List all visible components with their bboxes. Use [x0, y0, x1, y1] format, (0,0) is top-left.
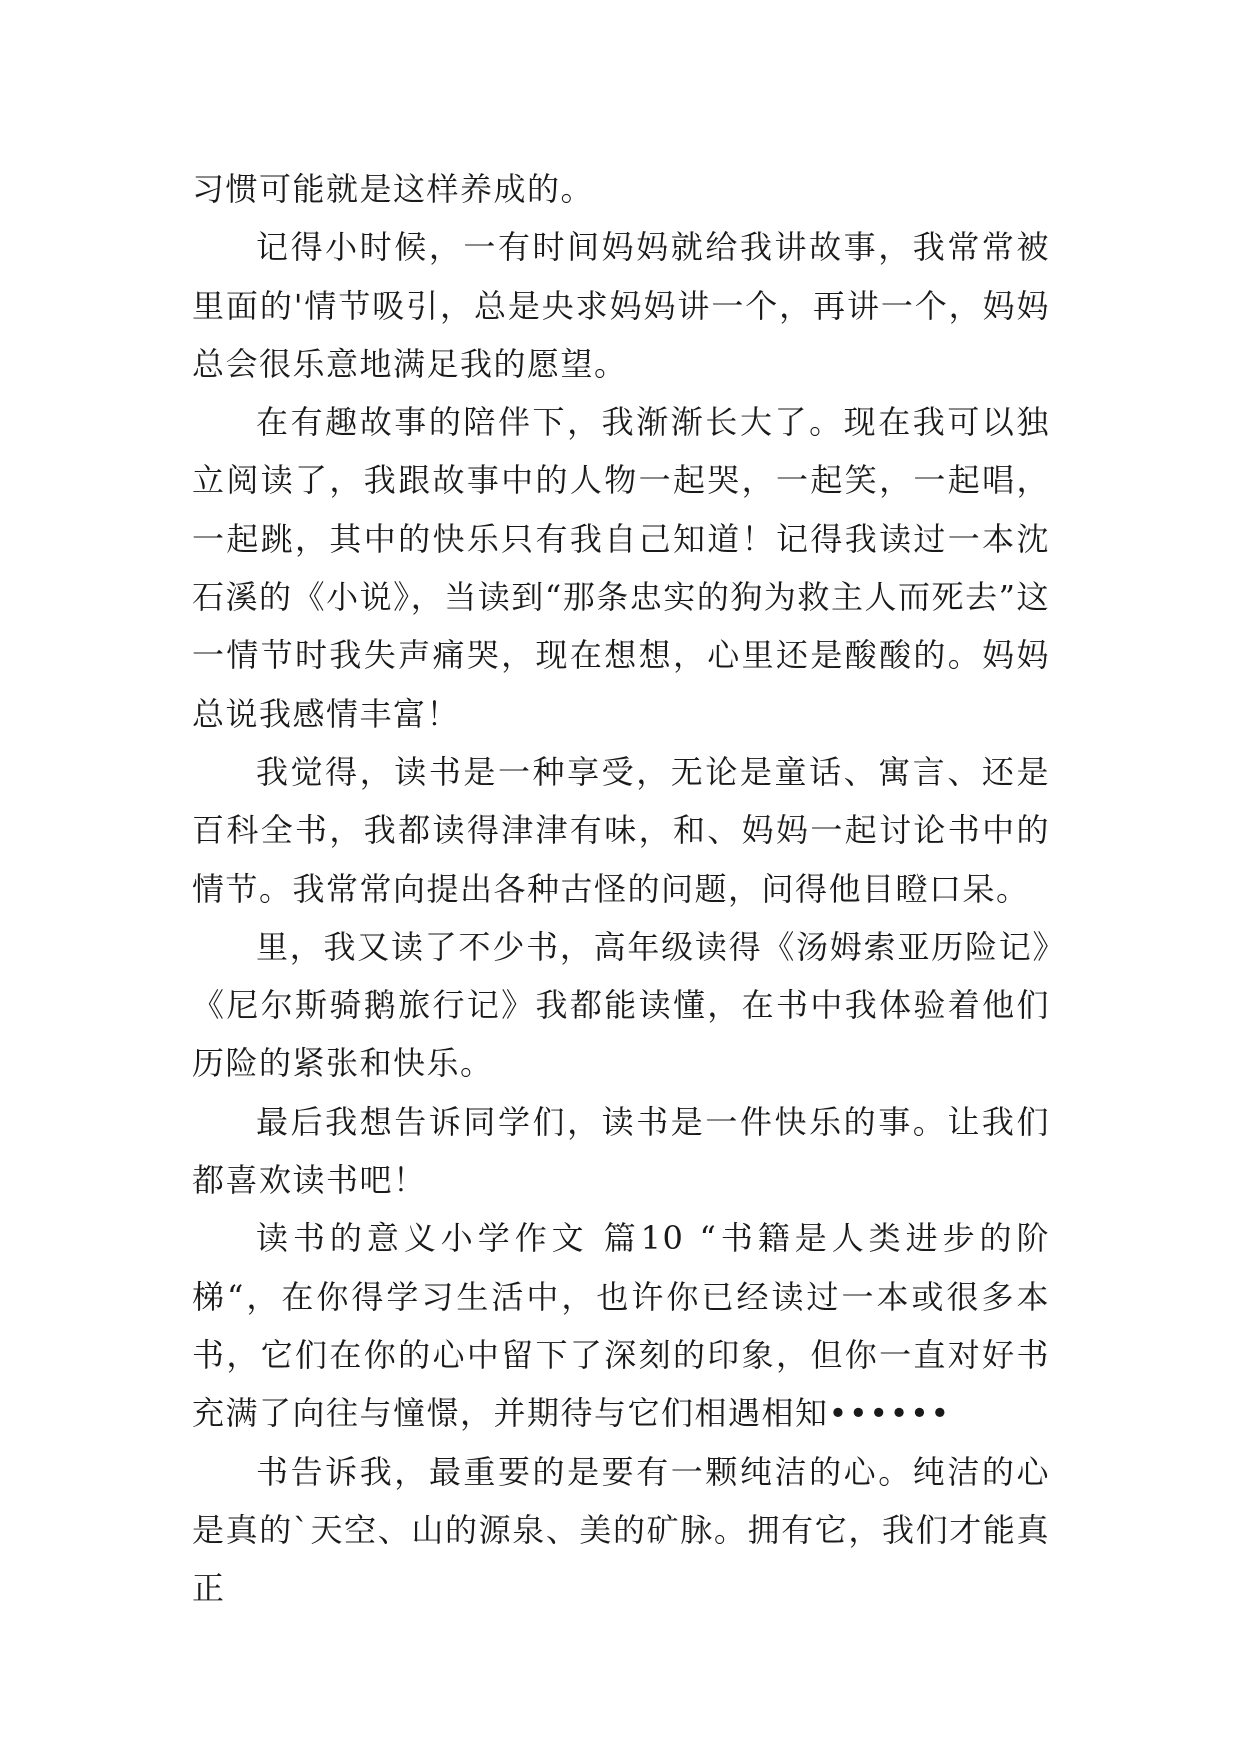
paragraph-2: 记得小时候，一有时间妈妈就给我讲故事，我常常被里面的'情节吸引，总是央求妈妈讲一个，再讲一个，妈妈总会很乐意地满足我的愿望。 [192, 228, 1050, 383]
paragraph-5: 里，我又读了不少书，高年级读得《汤姆索亚历险记》《尼尔斯骑鹅旅行记》我都能读懂，在书中我体验着他们历险的紧张和快乐。 [192, 927, 1050, 1083]
paragraph-1: 习惯可能就是这样养成的。 [192, 170, 595, 208]
paragraph-6: 最后我想告诉同学们，读书是一件快乐的事。让我们都喜欢读书吧！ [192, 1102, 1050, 1200]
paragraph-7-essay-heading: 读书的意义小学作文 篇10 “书籍是人类进步的阶梯“，在你得学习生活中，也许你已经读过一本或很多本书，它们在你的心中留下了深刻的印象，但你一直对好书充满了向往与憧憬，并期待与它们相遇相知•••••• [192, 1219, 1050, 1433]
document-page [192, 160, 1050, 1617]
paragraph-4: 我觉得，读书是一种享受，无论是童话、寓言、还是百科全书，我都读得津津有味，和、妈妈一起讨论书中的情节。我常常向提出各种古怪的问题，问得他目瞪口呆。 [192, 752, 1050, 908]
paragraph-3: 在有趣故事的陪伴下，我渐渐长大了。现在我可以独立阅读了，我跟故事中的人物一起哭，一起笑，一起唱，一起跳，其中的快乐只有我自己知道！记得我读过一本沈石溪的《小说》，当读到“那条忠实的狗为救主人而死去”这一情节时我失声痛哭，现在想想，心里还是酸酸的。妈妈总说我感情丰富！ [192, 403, 1050, 733]
paragraph-8: 书告诉我，最重要的是要有一颗纯洁的心。纯洁的心是真的`天空、山的源泉、美的矿脉。拥有它，我们才能真正 [192, 1452, 1050, 1608]
